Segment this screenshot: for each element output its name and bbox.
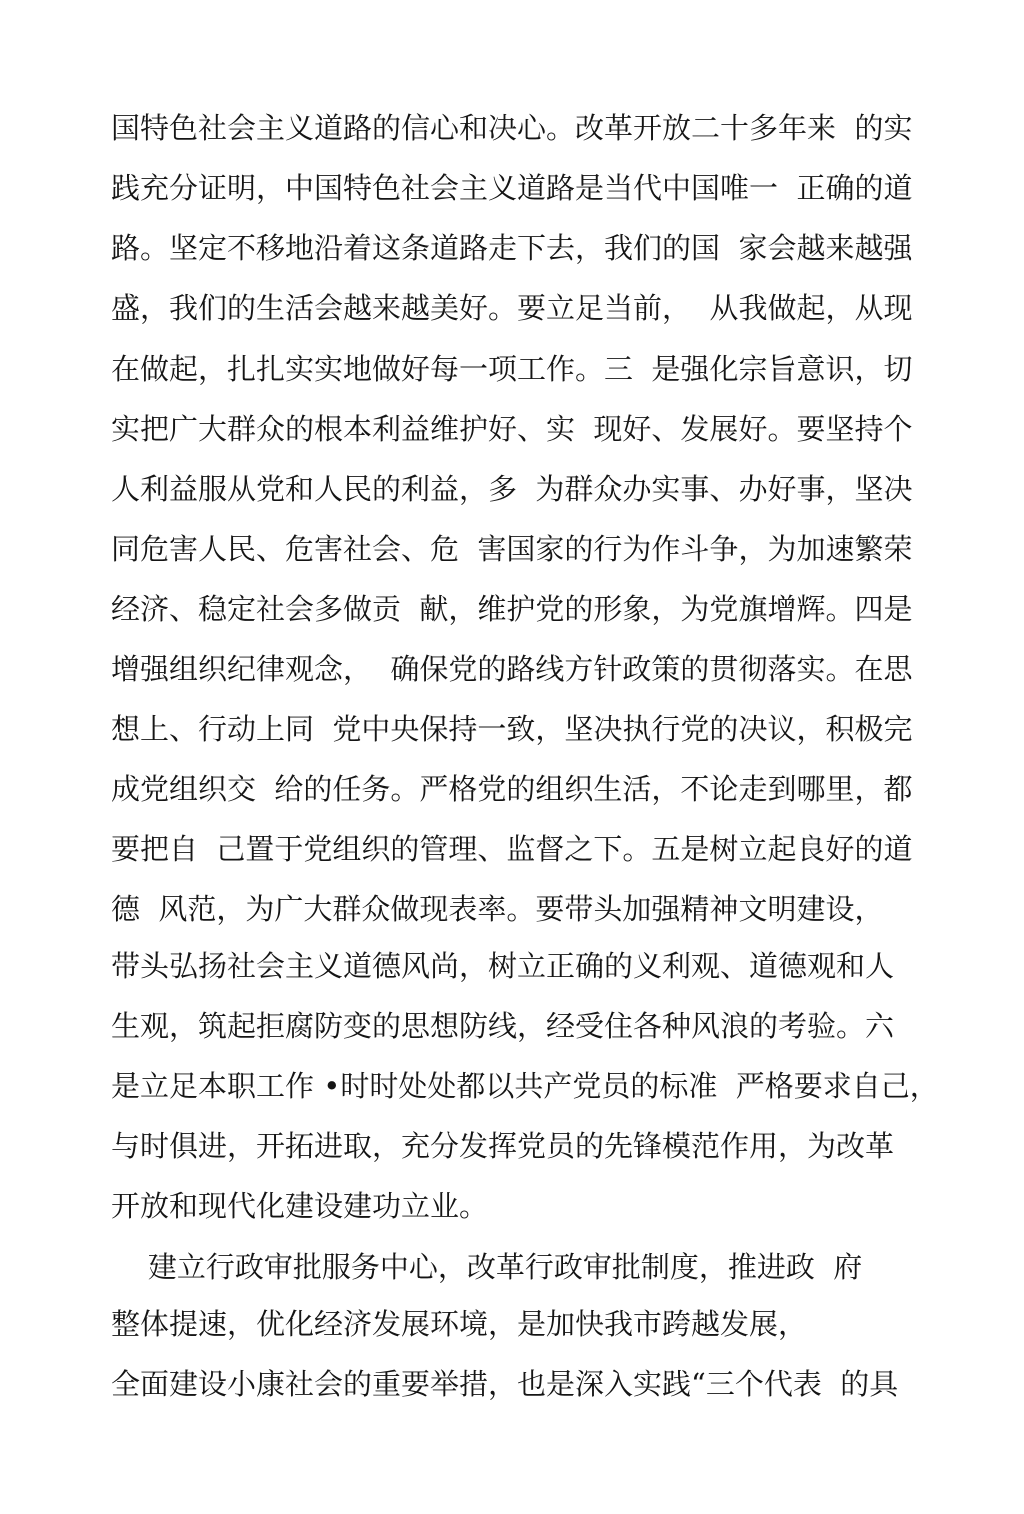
text-line: 国特色社会主义道路的信心和决心。改革开放二十多年来 的实: [111, 111, 913, 145]
text-line: 同危害人民、危害社会、危 害国家的行为作斗争，为加速繁荣: [111, 532, 913, 566]
text-line: 践充分证明，中国特色社会主义道路是当代中国唯一 正确的道: [111, 171, 913, 205]
text-line: 在做起，扎扎实实地做好每一项工作。三 是强化宗旨意识，切: [111, 352, 913, 386]
text-line: 成党组织交 给的任务。严格党的组织生活，不论走到哪里，都: [111, 772, 913, 806]
text-line: 人利益服从党和人民的利益，多 为群众办实事、办好事，坚决: [111, 472, 913, 506]
text-line: 想上、行动上同 党中央保持一致，坚决执行党的决议，积极完: [111, 712, 913, 746]
text-line: 盛，我们的生活会越来越美好。要立足当前， 从我做起，从现: [111, 291, 913, 325]
text-line: 与时俱进，开拓进取，充分发挥党员的先锋模范作用，为改革: [111, 1129, 895, 1163]
text-line: 整体提速，优化经济发展环境，是加快我市跨越发展，: [111, 1307, 808, 1341]
text-line: 增强组织纪律观念， 确保党的路线方针政策的贯彻落实。在思: [111, 652, 913, 686]
text-line: 是立足本职工作 •时时处处都以共产党员的标准 严格要求自己，: [111, 1069, 939, 1103]
text-line: 经济、稳定社会多做贡 献，维护党的形象，为党旗增辉。四是: [111, 592, 913, 626]
text-line: 带头弘扬社会主义道德风尚，树立正确的义利观、道德观和人: [111, 949, 895, 983]
text-line: 建立行政审批服务中心，改革行政审批制度，推进政 府: [111, 1250, 863, 1284]
text-line: 实把广大群众的根本利益维护好、实 现好、发展好。要坚持个: [111, 412, 913, 446]
text-line: 路。坚定不移地沿着这条道路走下去，我们的国 家会越来越强: [111, 231, 913, 265]
text-line: 全面建设小康社会的重要举措，也是深入实践“三个代表 的具: [111, 1367, 899, 1401]
text-line: 要把自 己置于党组织的管理、监督之下。五是树立起良好的道: [111, 832, 913, 866]
text-line: 德 风范，为广大群众做现表率。要带头加强精神文明建设，: [111, 892, 884, 926]
text-line: 开放和现代化建设建功立业。: [111, 1189, 489, 1223]
text-line: 生观，筑起拒腐防变的思想防线，经受住各种风浪的考验。六: [111, 1009, 895, 1043]
